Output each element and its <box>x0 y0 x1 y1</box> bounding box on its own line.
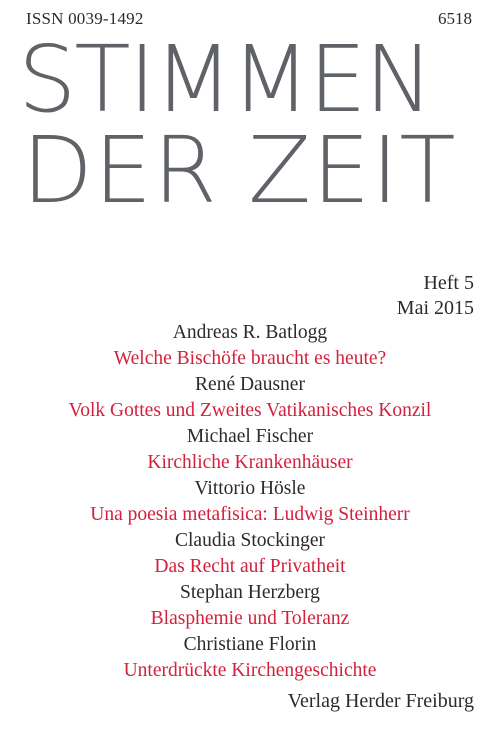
issue-code: 6518 <box>438 9 472 28</box>
table-of-contents <box>0 320 500 684</box>
article-title: Una poesia metafisica: Ludwig Steinherr <box>90 504 410 525</box>
article-title: Volk Gottes und Zweites Vatikanisches Konzil <box>68 400 432 421</box>
article-author: Michael Fischer <box>186 426 314 447</box>
issue-date: Mai 2015 <box>396 297 474 319</box>
publisher-name: Verlag Herder Freiburg <box>287 690 474 712</box>
article-title: Welche Bischöfe braucht es heute? <box>113 348 387 369</box>
issn-number: ISSN 0039-1492 <box>26 9 144 28</box>
masthead-title-line-1: STIMMEN <box>18 26 432 133</box>
article-author: Andreas R. Batlogg <box>172 322 328 343</box>
article-title: Blasphemie und Toleranz <box>150 608 350 629</box>
masthead-title-line-2: DER ZEIT <box>22 117 457 224</box>
article-title: Kirchliche Krankenhäuser <box>147 452 353 473</box>
article-author: Stephan Herzberg <box>180 582 320 603</box>
article-author: Claudia Stockinger <box>174 530 325 551</box>
article-title: Unterdrückte Kirchengeschichte <box>123 660 377 681</box>
article-title: Das Recht auf Privatheit <box>154 556 346 577</box>
article-author: René Dausner <box>195 374 305 395</box>
article-author: Christiane Florin <box>183 634 317 655</box>
article-author: Vittorio Hösle <box>194 478 306 499</box>
issue-number: Heft 5 <box>423 272 474 294</box>
